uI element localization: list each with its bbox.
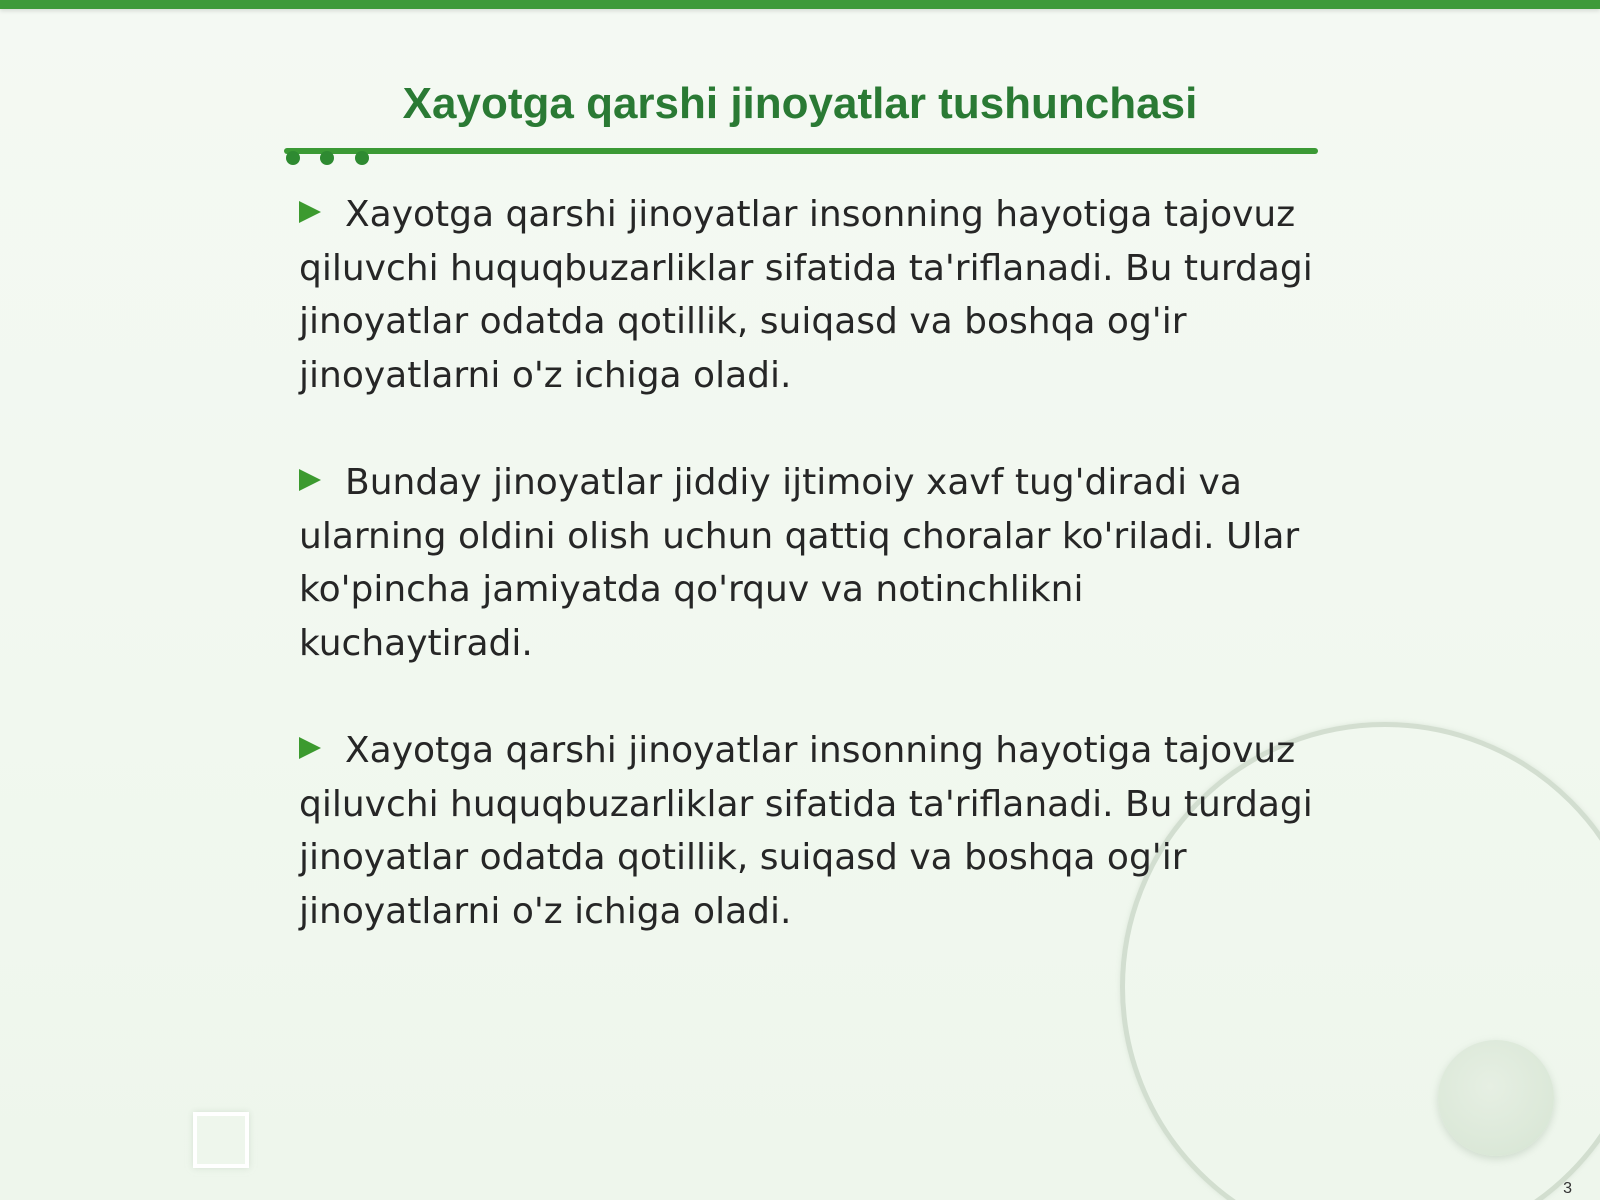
bullet-text: Bunday jinoyatlar jiddiy ijtimoiy xavf tug'diradi va ularning oldini olish uchun qattiq choralar ko'riladi. Ular ko'pincha jamiyatda qo'rquv va notinchlikni kuchaytiradi. xyxy=(299,462,1300,664)
title-underline xyxy=(284,148,1318,154)
decorative-square xyxy=(193,1112,249,1168)
dot-icon xyxy=(320,151,334,165)
triangle-right-icon xyxy=(299,201,321,223)
bullet-item xyxy=(299,724,1319,938)
top-accent-bar xyxy=(0,0,1600,9)
dot-icon xyxy=(355,151,369,165)
decorative-circle xyxy=(1438,1040,1554,1156)
triangle-right-icon xyxy=(299,737,321,759)
bullet-item xyxy=(299,456,1319,670)
bullet-item xyxy=(299,188,1319,402)
page-number: 3 xyxy=(1563,1180,1572,1197)
bullet-text: Xayotga qarshi jinoyatlar insonning hayotiga tajovuz qiluvchi huquqbuzarliklar sifatida ta'riflanadi. Bu turdagi jinoyatlar odatda qotillik, suiqasd va boshqa og'ir jinoyatlarni o'z ichiga oladi. xyxy=(299,194,1313,396)
slide-title: Xayotga qarshi jinoyatlar tushunchasi xyxy=(402,79,1198,128)
dot-icon xyxy=(286,151,300,165)
bullet-list xyxy=(299,188,1319,992)
triangle-right-icon xyxy=(299,469,321,491)
bullet-text: Xayotga qarshi jinoyatlar insonning hayotiga tajovuz qiluvchi huquqbuzarliklar sifatida ta'riflanadi. Bu turdagi jinoyatlar odatda qotillik, suiqasd va boshqa og'ir jinoyatlarni o'z ichiga oladi. xyxy=(299,730,1313,932)
